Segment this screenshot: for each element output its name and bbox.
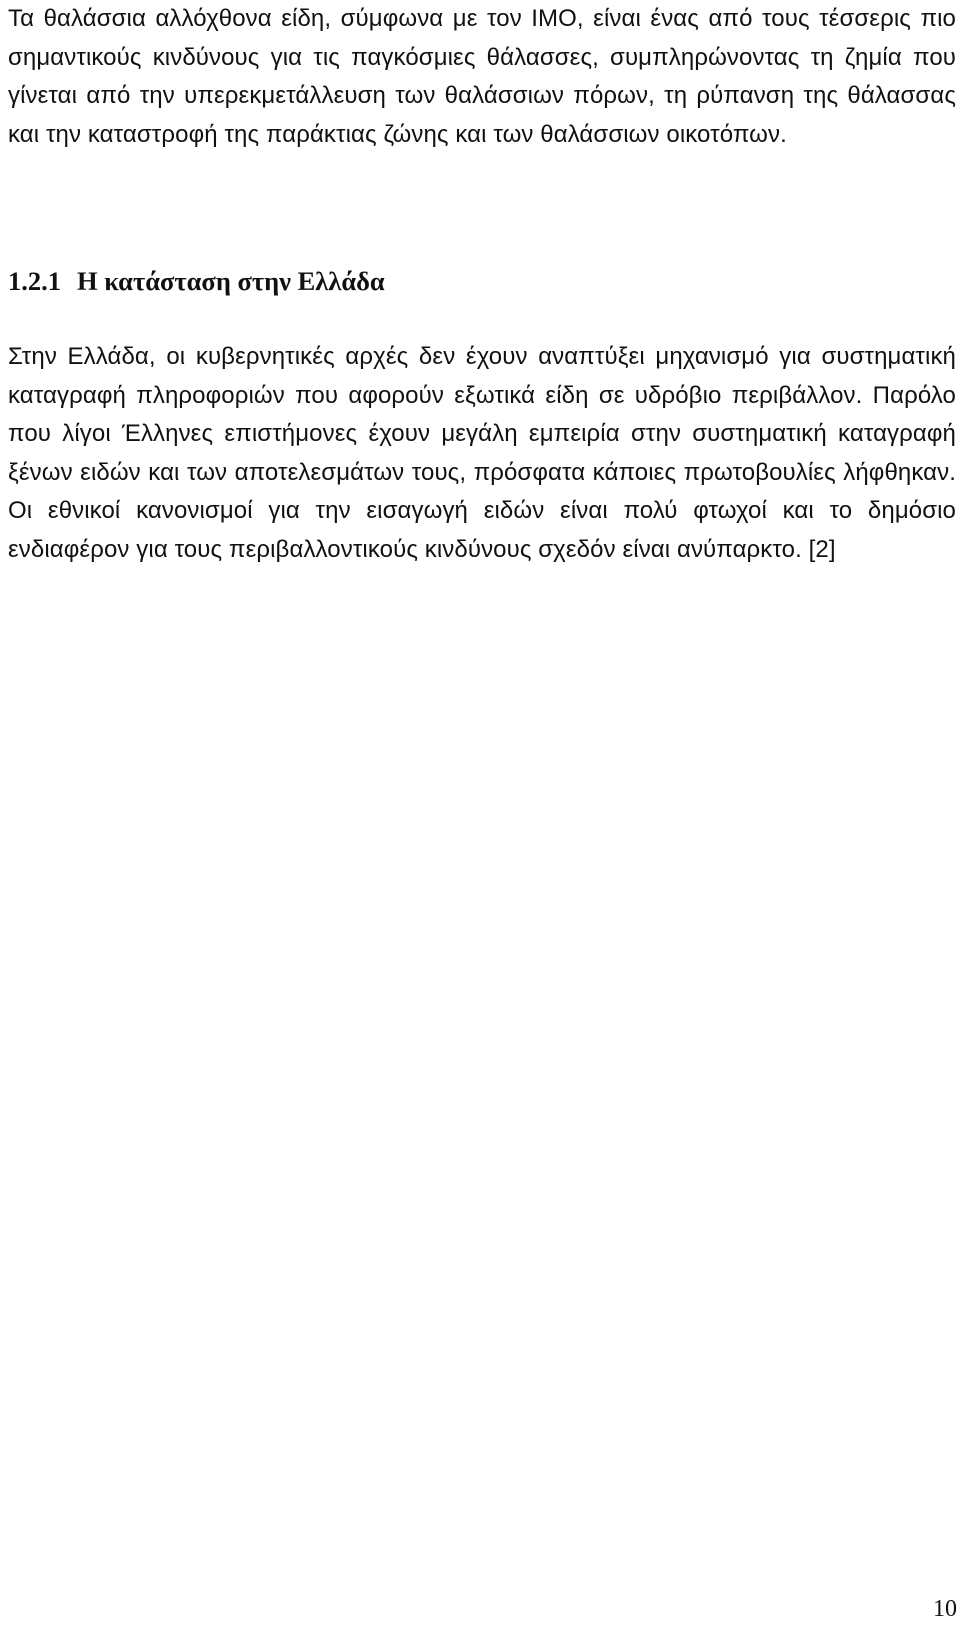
- page-number: 10: [933, 1596, 957, 1622]
- intro-paragraph: Τα θαλάσσια αλλόχθονα είδη, σύμφωνα με τον IMO, είναι ένας από τους τέσσερις πιο σημαντικούς κινδύνους για τις παγκόσμιες θάλασσες, συμπληρώνοντας τη ζημία που γίνεται από την υπερεκμετάλλευση των θαλάσσιων πόρων, τη ρύπανση της θάλασσας και την καταστροφή της παράκτιας ζώνης και των θαλάσσιων οικοτόπων.: [8, 5, 956, 148]
- body-paragraph: Στην Ελλάδα, οι κυβερνητικές αρχές δεν έχουν αναπτύξει μηχανισμό για συστηματική καταγραφή πληροφοριών που αφορούν εξωτικά είδη σε υδρόβιο περιβάλλον. Παρόλο που λίγοι Έλληνες επιστήμονες έχουν μεγάλη εμπειρία στην συστηματική καταγραφή ξένων ειδών και των αποτελεσμάτων τους, πρόσφατα κάποιες πρωτοβουλίες λήφθηκαν. Οι εθνικοί κανονισμοί για την εισαγωγή ειδών είναι πολύ φτωχοί και το δημόσιο ενδιαφέρον για τους περιβαλλοντικούς κινδύνους σχεδόν είναι ανύπαρκτο. [2]: [8, 343, 956, 563]
- section-heading: [8, 263, 385, 299]
- section-number: 1.2.1: [8, 266, 61, 296]
- section-title: Η κατάσταση στην Ελλάδα: [77, 266, 385, 296]
